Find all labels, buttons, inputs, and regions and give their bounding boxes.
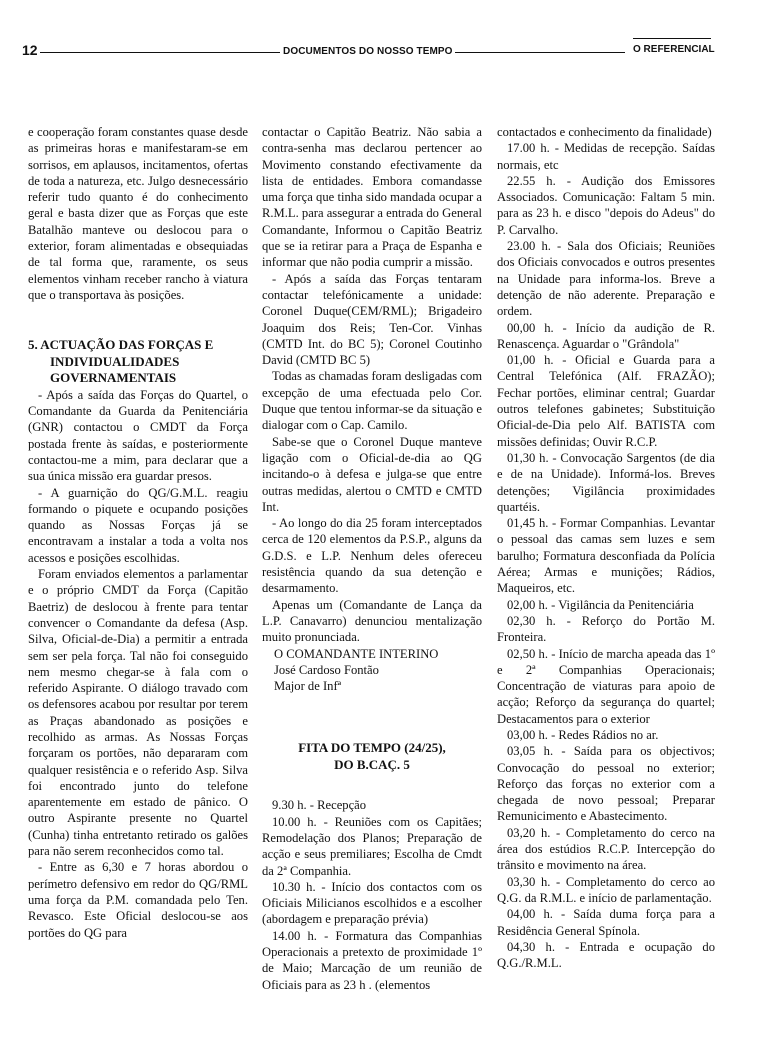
timeline-entry: 03,00 h. - Redes Rádios no ar. — [507, 727, 659, 742]
section-heading — [28, 337, 248, 387]
timeline-entry: 04,00 h. - Saída duma força para a Residência General Spínola. — [497, 907, 715, 938]
timeline-entry: 17.00 h. - Medidas de recepção. Saídas normais, etc — [497, 141, 715, 172]
timeline-entry: 00,00 h. - Início da audição de R. Renascença. Aguardar o "Grândola" — [497, 320, 715, 351]
timeline-entry: 14.00 h. - Formatura das Companhias Operacionais a pretexto de proximidade 1º de Maio; Marcação de um reunião de Oficiais para as 23 h . (elementos — [262, 928, 482, 992]
publication-name: O REFERENCIAL — [633, 44, 715, 55]
timeline-heading: DO B.CAÇ. 5 — [334, 756, 410, 772]
timeline-entry: 01,45 h. - Formar Companhias. Levantar o pessoal das camas sem luzes e sem barulho; Formatura desconfiada da Polícia Aérea; Armas e munições; Rádios, Maqueiros, etc. — [497, 516, 715, 596]
timeline-entry: 04,30 h. - Entrada e ocupação do Q.G./R.M.L. — [497, 939, 715, 971]
paragraph: Foram enviados elementos a parlamentar e o próprio CMDT da Força (Capitão Baetriz) de deslocou à frente para tentar convencer o Comandante da defesa (Asp. Silva, Oficial-de-Dia) a permitir a entrada sem ser pela força. Tal não foi conseguido nem mesmo chegar-se à fala com o referido Aspirante. O diálogo travado com os defensores acabou por resultar por terem as Praças abandonado as posições e recolhido as armas. As Nossas Forças forçaram os portões, não depararam com qualquer resistência e o referido Asp. Silva foi encontrado junto do telefone aparentemente em estado de pânico. O outro Aspirante presente no Quartel (Cunha) tinha entretanto retirado os galões para não serem reconhecidos como tal. — [28, 567, 248, 859]
timeline-entry: 03,30 h. - Completamento do cerco ao Q.G. da R.M.L. e início de parlamentação. — [497, 874, 715, 905]
paragraph: contactar o Capitão Beatriz. Não sabia a contra-senha mas declarou pertencer ao Movimento constando efectivamente da lista de entidades. Embora comandasse uma força que tinha sido mandada ocupar a R.M.L. para assegurar a entrada do General Comandante, Informou o Capitão Beatriz que se ia retirar para a Praça de Espanha e informar que não podia cumprir a missão. — [262, 125, 482, 270]
timeline-entry: 02,50 h. - Início de marcha apeada das 1º e 2ª Companhias Operacionais; Concentração de viaturas para apoio de acção; Reforço da segurança do quartel; Destacamentos para o exterior — [497, 646, 715, 726]
header-rule-left — [40, 52, 280, 53]
timeline-entry: 9.30 h. - Recepção — [272, 798, 367, 813]
header-rule-right — [455, 52, 625, 53]
section-heading-line: 5. ACTUAÇÃO DAS FORÇAS E — [28, 337, 214, 353]
page-number: 12 — [22, 42, 38, 58]
column-2 — [262, 124, 482, 993]
paragraph: - Entre as 6,30 e 7 horas abordou o perímetro defensivo em redor do QG/RML uma força da P.M. comandada pelo Ten. Revasco. Este Oficial deslocou-se aos portões do QG para — [28, 860, 248, 940]
section-heading-line: INDIVIDUALIDADES — [50, 353, 180, 369]
timeline-entry: 10.30 h. - Início dos contactos com os Oficiais Milicianos escolhidos e a escolher (abordagem e preparação prévia) — [262, 879, 482, 927]
publication-rule — [633, 38, 711, 39]
paragraph: Apenas um (Comandante de Lança da L.P. Canavarro) denunciou mentalização muito pronunciada. — [262, 597, 482, 645]
section-heading-line: GOVERNAMENTAIS — [50, 370, 177, 386]
timeline-entry: 03,05 h. - Saída para os objectivos; Convocação do pessoal no exterior; Reforço das forças no exterior com a chegada de novo pessoal; Preparar Remunicimento e Abastecimento. — [497, 744, 715, 824]
paragraph: Todas as chamadas foram desligadas com excepção de uma efectuada pelo Cor. Duque que tentou informar-se da situação e dialogar com o Cap. Camilo. — [262, 369, 482, 433]
signature-name: José Cardoso Fontão — [274, 662, 379, 677]
paragraph: - Após a saída das Forças tentaram contactar telefónicamente a unidade: Coronel Duque(CEM/RML); Brigadeiro Joaquim dos Reis; Ten-Cor. Vinhas (CMTD Int. do BC 5); Coronel Coutinho David (CMTD BC 5) — [262, 271, 482, 368]
timeline-heading: FITA DO TEMPO (24/25), — [298, 740, 446, 756]
timeline-entry: 01,30 h. - Convocação Sargentos (de dia e de na Unidade). Informá-los. Breves detenções; Vigilância proximidades quartéis. — [497, 450, 715, 514]
paragraph: e cooperação foram constantes quase desde as primeiras horas e manifestaram-se em sorrisos, em aplausos, incitamentos, ofertas de toda a natureza, etc. Julgo desnecessário referir tudo quanto é do conhecimento geral e basta dizer que as Forças que este Batalhão manteve ou deslocou para o exterior, foram alimentadas e obsequiadas de tal forma que, raramente, os seus elementos vinham receber rancho à viatura que o transportava às posições. — [28, 125, 248, 302]
signature-rank: Major de Infª — [274, 679, 342, 694]
timeline-entry: 01,00 h. - Oficial e Guarda para a Central Telefónica (Alf. FRAZÃO); Fechar portões, eliminar central; Guardar outros telefones gabinetes; Substituição Oficial-de-Dia pelo Alf. BATISTA com missões definidas; Ouvir R.C.P. — [497, 353, 715, 449]
timeline-entry: 02,30 h. - Reforço do Portão M. Fronteira. — [497, 613, 715, 645]
timeline-entry: 10.00 h. - Reuniões com os Capitães; Remodelação dos Planos; Preparação de acção e seus premiliares; Escolha de Cmdt da 2ª Companhia. — [262, 814, 482, 878]
column-3 — [497, 124, 715, 971]
paragraph: - Ao longo do dia 25 foram interceptados cerca de 120 elementos da P.S.P., alguns da G.D.S. e L.P. Nenhum deles ofereceu resistência quando da sua detenção e desarmamento. — [262, 516, 482, 596]
column-1 — [28, 124, 248, 941]
timeline-entry: contactados e conhecimento da finalidade) — [497, 125, 712, 139]
timeline-entry: 23.00 h. - Sala dos Oficiais; Reuniões dos Oficiais convocados e outros presentes na Unidade para informa-los. Breve a detenção de não aderente. Preparação e ordem. — [497, 239, 715, 319]
timeline-entry: 22.55 h. - Audição dos Emissores Associados. Comunicação: Faltam 5 min. para as 23 h. e disco "depois do Adeus" do P. Carvalho. — [497, 173, 715, 237]
timeline-entry: 03,20 h. - Completamento do cerco na área dos estúdios R.C.P. Intercepção do trânsito e movimento na área. — [497, 825, 715, 873]
paragraph: - Após a saída das Forças do Quartel, o Comandante da Guarda da Penitenciária (GNR) contactou o CMDT da Força postada frente às saídas, e posteriormente contactou-me a mim, para declarar que a sua única missão era guardar presos. — [28, 387, 248, 484]
header-title: DOCUMENTOS DO NOSSO TEMPO — [283, 46, 453, 57]
paragraph: - A guarnição do QG/G.M.L. reagiu formando o piquete e ocupando posições quando as Nossas Forças já se encontravam a instalar a toda a volta nos acessos e posições escolhidas. — [28, 485, 248, 565]
timeline-entry: 02,00 h. - Vigilância da Penitenciária — [507, 597, 694, 612]
page-header — [0, 42, 767, 62]
paragraph: Sabe-se que o Coronel Duque manteve ligação com o Oficial-de-dia ao QG incitando-o à defesa e julga-se que entre outras medidas, alertou o CMTD e CMTD Int. — [262, 434, 482, 514]
signature-title: O COMANDANTE INTERINO — [274, 646, 439, 661]
